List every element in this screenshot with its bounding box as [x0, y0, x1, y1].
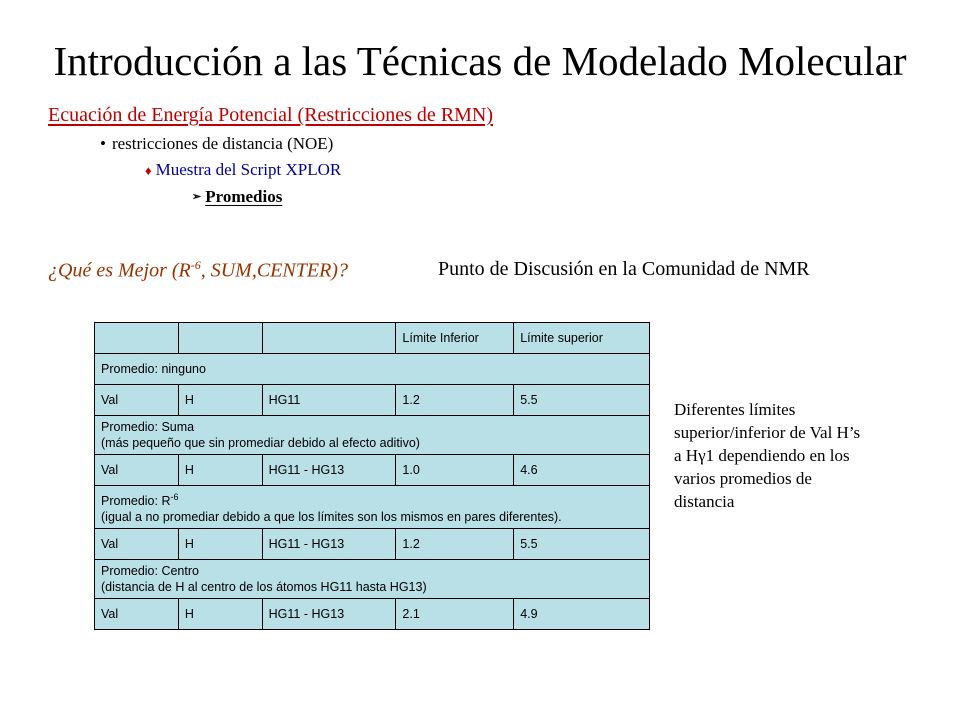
- group-label-line1: Promedio: Centro: [101, 564, 199, 579]
- group-label-line1: Promedio: ninguno: [101, 362, 206, 376]
- header-lower-limit: Límite Inferior: [396, 323, 514, 354]
- table-row: [95, 385, 650, 416]
- question-exponent: -6: [190, 258, 201, 272]
- table-cell: [178, 323, 262, 354]
- atom-cell: H: [178, 599, 262, 630]
- residue-cell: Val: [95, 385, 179, 416]
- partner-atom-cell: HG11: [262, 385, 396, 416]
- lower-limit-cell: 1.2: [396, 385, 514, 416]
- atom-cell: H: [178, 455, 262, 486]
- residue-cell: Val: [95, 529, 179, 560]
- bullet-level-2-text: Muestra del Script XPLOR: [155, 160, 342, 179]
- discussion-text: Punto de Discusión en la Comunidad de NMR: [438, 258, 810, 280]
- arrow-bullet-icon: ➢: [192, 191, 202, 203]
- upper-limit-cell: 4.9: [514, 599, 650, 630]
- group-label-row: [95, 354, 650, 385]
- bullet-level-3: [192, 187, 282, 207]
- bullet-level-2: [145, 160, 341, 180]
- group-label-line2: (distancia de H al centro de los átomos HG11 hasta HG13): [101, 580, 427, 595]
- group-label: [95, 354, 650, 385]
- side-note-part2: 1 dependiendo en los varios promedios de distancia: [674, 446, 850, 511]
- atom-cell: H: [178, 529, 262, 560]
- group-label: [95, 486, 650, 529]
- upper-limit-cell: 5.5: [514, 529, 650, 560]
- section-heading: Ecuación de Energía Potencial (Restricciones de RMN): [48, 104, 494, 126]
- partner-atom-cell: HG11 - HG13: [262, 529, 396, 560]
- question-suffix: , SUM,CENTER)?: [200, 259, 348, 282]
- group-label-row: [95, 416, 650, 455]
- group-label-line1: Promedio: Suma: [101, 420, 195, 434]
- lower-limit-cell: 1.2: [396, 529, 514, 560]
- bullet-level-1: [100, 134, 333, 154]
- group-label-line1: Promedio: R: [101, 494, 171, 509]
- group-label-line2: (igual a no promediar debido a que los límites son los mismos en pares diferentes).: [101, 510, 562, 525]
- group-label-row: [95, 560, 650, 599]
- slide-title: Introducción a las Técnicas de Modelado Molecular: [53, 38, 907, 84]
- table-row: [95, 599, 650, 630]
- table-header-row: [95, 323, 650, 354]
- bullet-level-1-text: restricciones de distancia (NOE): [111, 134, 334, 153]
- question-prefix: ¿Qué es Mejor (R: [48, 259, 191, 282]
- upper-limit-cell: 4.6: [514, 455, 650, 486]
- bullet-dot-icon: •: [100, 134, 106, 153]
- side-note-part1: Diferentes límites superior/inferior de Val H’s a H: [674, 400, 861, 465]
- group-label-exponent: -6: [170, 492, 179, 502]
- side-note: [674, 398, 864, 513]
- diamond-bullet-icon: ♦: [145, 163, 152, 178]
- table-row: [95, 529, 650, 560]
- question-text: [48, 258, 348, 283]
- gamma-symbol: γ: [698, 446, 706, 465]
- header-upper-limit: Límite superior: [514, 323, 650, 354]
- partner-atom-cell: HG11 - HG13: [262, 599, 396, 630]
- lower-limit-cell: 2.1: [396, 599, 514, 630]
- partner-atom-cell: HG11 - HG13: [262, 455, 396, 486]
- restraints-table: [94, 322, 650, 630]
- table-row: [95, 455, 650, 486]
- bullet-level-3-text: Promedios: [205, 187, 283, 206]
- group-label-row: [95, 486, 650, 529]
- group-label: [95, 416, 650, 455]
- table-cell: [262, 323, 396, 354]
- upper-limit-cell: 5.5: [514, 385, 650, 416]
- lower-limit-cell: 1.0: [396, 455, 514, 486]
- atom-cell: H: [178, 385, 262, 416]
- residue-cell: Val: [95, 455, 179, 486]
- table-cell: [95, 323, 179, 354]
- group-label: [95, 560, 650, 599]
- group-label-line2: (más pequeño que sin promediar debido al efecto aditivo): [101, 436, 420, 450]
- residue-cell: Val: [95, 599, 179, 630]
